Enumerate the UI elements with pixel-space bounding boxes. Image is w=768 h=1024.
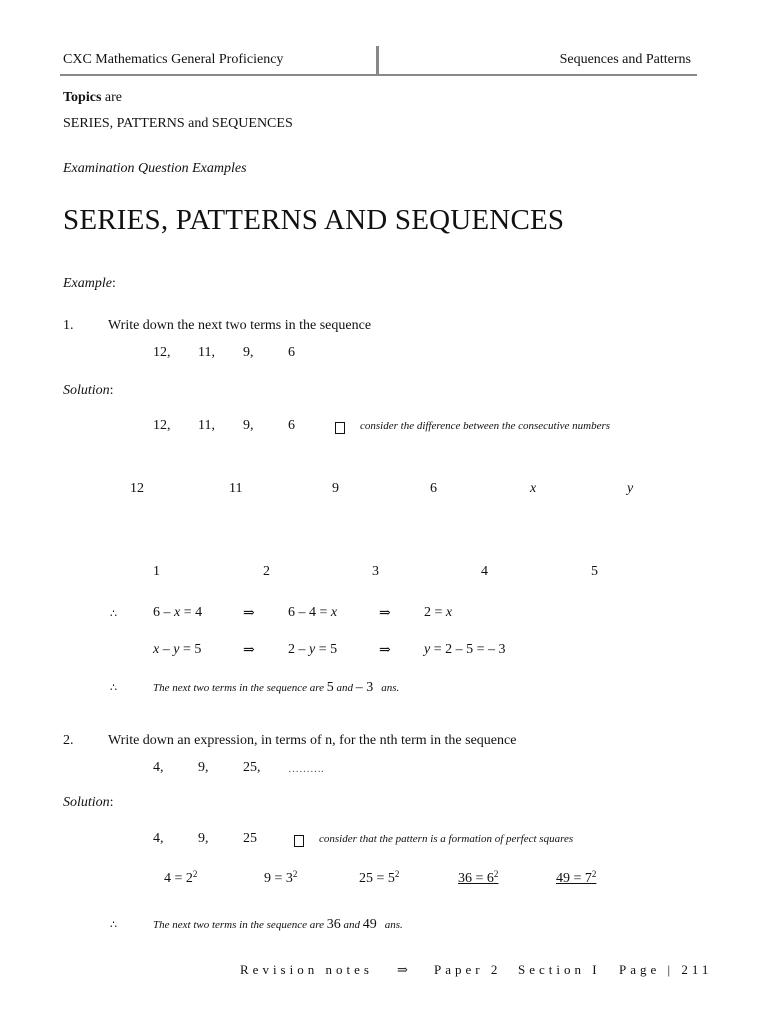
footer-arrow: ⇒ xyxy=(397,962,408,977)
example-label: Example xyxy=(63,276,112,291)
q2-ellipsis: ………. xyxy=(288,763,324,775)
q1-difference: 3 xyxy=(372,564,379,579)
q1-sol-term: 9, xyxy=(243,418,254,433)
q1-row-term: 11 xyxy=(229,481,243,496)
header-left-title: CXC Mathematics General Proficiency xyxy=(63,52,284,67)
q2-square: $4 = 2^2$ xyxy=(164,869,198,886)
q1-row-term: x xyxy=(530,481,537,496)
q1-solution-colon: : xyxy=(109,383,114,398)
q1-difference: 5 xyxy=(591,564,598,579)
header-right-title: Sequences and Patterns xyxy=(559,52,691,67)
q2-sol-term: 9, xyxy=(198,831,209,846)
topics-list: SERIES, PATTERNS and SEQUENCES xyxy=(63,116,293,131)
q1-number: 1. xyxy=(63,318,74,333)
q2-square-next: $49 = 7^2$ xyxy=(556,869,597,886)
q1-solution-heading xyxy=(63,383,114,399)
q2-sol-note: consider that the pattern is a formation of perfect squares xyxy=(319,833,574,845)
q2-term: 25, xyxy=(243,760,261,775)
q2-sol-term: 4, xyxy=(153,831,164,846)
q2-square: $9 = 3^2$ xyxy=(264,869,298,886)
implies-arrow: ⇒ xyxy=(379,606,391,621)
therefore-symbol: ∴ xyxy=(110,919,117,931)
footer-section: Section I xyxy=(518,962,601,977)
implies-arrow: ⇒ xyxy=(379,643,391,658)
q2-text: Write down an expression, in terms of n, for the nth term in the sequence xyxy=(108,733,517,748)
q1-sol-term: 11, xyxy=(198,418,215,433)
q1-sol-term: 12, xyxy=(153,418,171,433)
q1-solution-label: Solution xyxy=(63,383,110,398)
q1-difference: 2 xyxy=(263,564,270,579)
therefore-symbol: ∴ xyxy=(110,682,117,694)
therefore-symbol: ∴ xyxy=(110,608,117,620)
q1-eq2-c: y = 2 – 5 = – 3 xyxy=(424,642,506,657)
q1-term: 9, xyxy=(243,345,254,360)
q2-conclusion: The next two terms in the sequence are 36 and 49 ans. xyxy=(153,917,403,932)
header-rule xyxy=(60,74,697,76)
q2-square-next: $36 = 6^2$ xyxy=(458,869,499,886)
example-heading xyxy=(63,276,116,292)
q1-eq1-c: 2 = x xyxy=(424,605,453,620)
q1-eq1-b: 6 – 4 = x xyxy=(288,605,338,620)
q1-row-term: y xyxy=(627,481,634,496)
q1-sol-note: consider the difference between the consecutive numbers xyxy=(360,420,611,432)
topics-label: Topics xyxy=(63,90,102,105)
q1-difference: 1 xyxy=(153,564,160,579)
q2-solution-heading xyxy=(63,795,114,811)
q1-term: 12, xyxy=(153,345,171,360)
q1-term: 6 xyxy=(288,345,295,360)
q1-eq2-a: x – y = 5 xyxy=(153,642,202,657)
q2-box-icon xyxy=(294,833,304,851)
q1-box-icon xyxy=(335,420,345,438)
q2-solution-colon: : xyxy=(109,795,114,810)
header-divider xyxy=(376,46,379,74)
implies-arrow: ⇒ xyxy=(243,606,255,621)
topics-line xyxy=(63,90,122,106)
q1-row-term: 6 xyxy=(430,481,437,496)
topics-are: are xyxy=(101,90,122,105)
footer-page: Page | 211 xyxy=(619,962,713,977)
q1-term: 11, xyxy=(198,345,215,360)
q1-sol-term: 6 xyxy=(288,418,295,433)
main-title: SERIES, PATTERNS AND SEQUENCES xyxy=(63,204,565,236)
exam-examples-label: Examination Question Examples xyxy=(63,161,247,176)
q1-row-term: 12 xyxy=(130,481,144,496)
q2-term: 9, xyxy=(198,760,209,775)
q1-difference: 4 xyxy=(481,564,488,579)
implies-arrow: ⇒ xyxy=(243,643,255,658)
q1-eq2-b: 2 – y = 5 xyxy=(288,642,338,657)
q2-number: 2. xyxy=(63,733,74,748)
q2-sol-term: 25 xyxy=(243,831,257,846)
q1-conclusion: The next two terms in the sequence are 5 and – 3 ans. xyxy=(153,680,400,695)
example-colon: : xyxy=(111,276,116,291)
q2-square: $25 = 5^2$ xyxy=(359,869,400,886)
q1-text: Write down the next two terms in the sequence xyxy=(108,318,372,333)
q1-row-term: 9 xyxy=(332,481,339,496)
q2-term: 4, xyxy=(153,760,164,775)
q1-eq1-a: 6 – x = 4 xyxy=(153,605,203,620)
q2-solution-label: Solution xyxy=(63,795,110,810)
footer-revision: Revision notes xyxy=(240,962,373,977)
footer-paper: Paper 2 xyxy=(434,962,502,977)
